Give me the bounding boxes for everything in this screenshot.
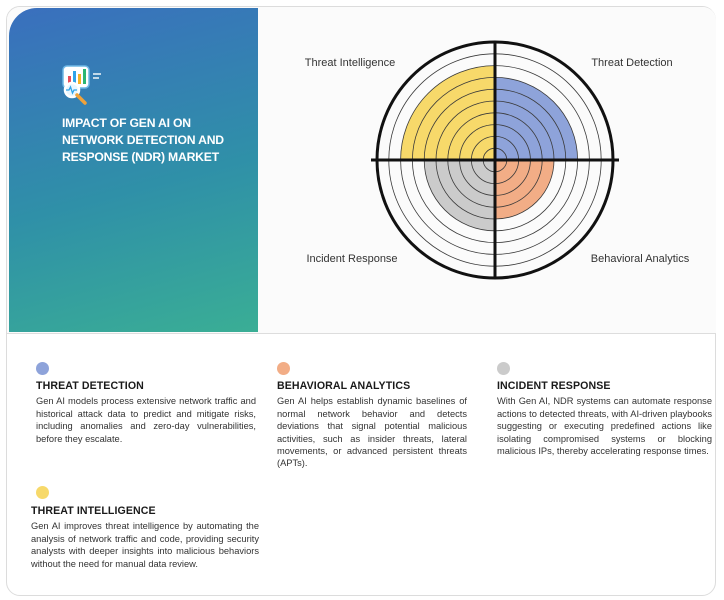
incident-response-dot (497, 362, 510, 375)
behavioral-analytics-label: Behavioral Analytics (590, 253, 690, 265)
threat-intelligence-wedge (401, 66, 495, 160)
threat-intelligence-title: THREAT INTELLIGENCE (31, 505, 156, 517)
incident-response-wedge (424, 160, 495, 231)
incident-response-section (497, 380, 712, 457)
hero-panel (9, 8, 258, 332)
radial-quadrant-chart (290, 40, 710, 300)
incident-response-text: With Gen AI, NDR systems can automate response actions to detected threats, with AI-driven playbooks suggesting or executing predefined actions like isolating compromised systems or blocking malicious IPs, thereby accelerating response times. (497, 396, 712, 457)
incident-response-label: Incident Response (306, 253, 398, 265)
threat-detection-wedge (495, 77, 578, 160)
behavioral-analytics-text: Gen AI helps establish dynamic baselines of normal network behavior and detects deviations that signal potential malicious activities, such as insider threats, lateral movements, or advanced persistent threats (APTs). (277, 396, 467, 469)
threat-intelligence-section (31, 505, 259, 570)
threat-detection-text: Gen AI models process extensive network traffic and historical attack data to predict and mitigate risks, including anomalies and zero-day vulnerabilities, before they escalate. (36, 396, 256, 444)
behavioral-analytics-dot (277, 362, 290, 375)
behavioral-analytics-section (277, 380, 467, 470)
incident-response-title: INCIDENT RESPONSE (497, 380, 611, 392)
threat-intelligence-label: Threat Intelligence (304, 57, 396, 69)
threat-intelligence-text: Gen AI improves threat intelligence by automating the analysis of network traffic and code, providing security analysts with deeper insights into malicious behaviors without the need for manual data review. (31, 521, 259, 569)
page-title: IMPACT OF GEN AI ON NETWORK DETECTION AND RESPONSE (NDR) MARKET (62, 116, 224, 164)
threat-detection-section (36, 380, 256, 445)
threat-intelligence-dot (36, 486, 49, 499)
threat-detection-label: Threat Detection (591, 57, 673, 69)
threat-detection-title: THREAT DETECTION (36, 380, 144, 392)
behavioral-analytics-title: BEHAVIORAL ANALYTICS (277, 380, 411, 392)
analytics-magnifier-icon (59, 60, 117, 108)
threat-detection-dot (36, 362, 49, 375)
